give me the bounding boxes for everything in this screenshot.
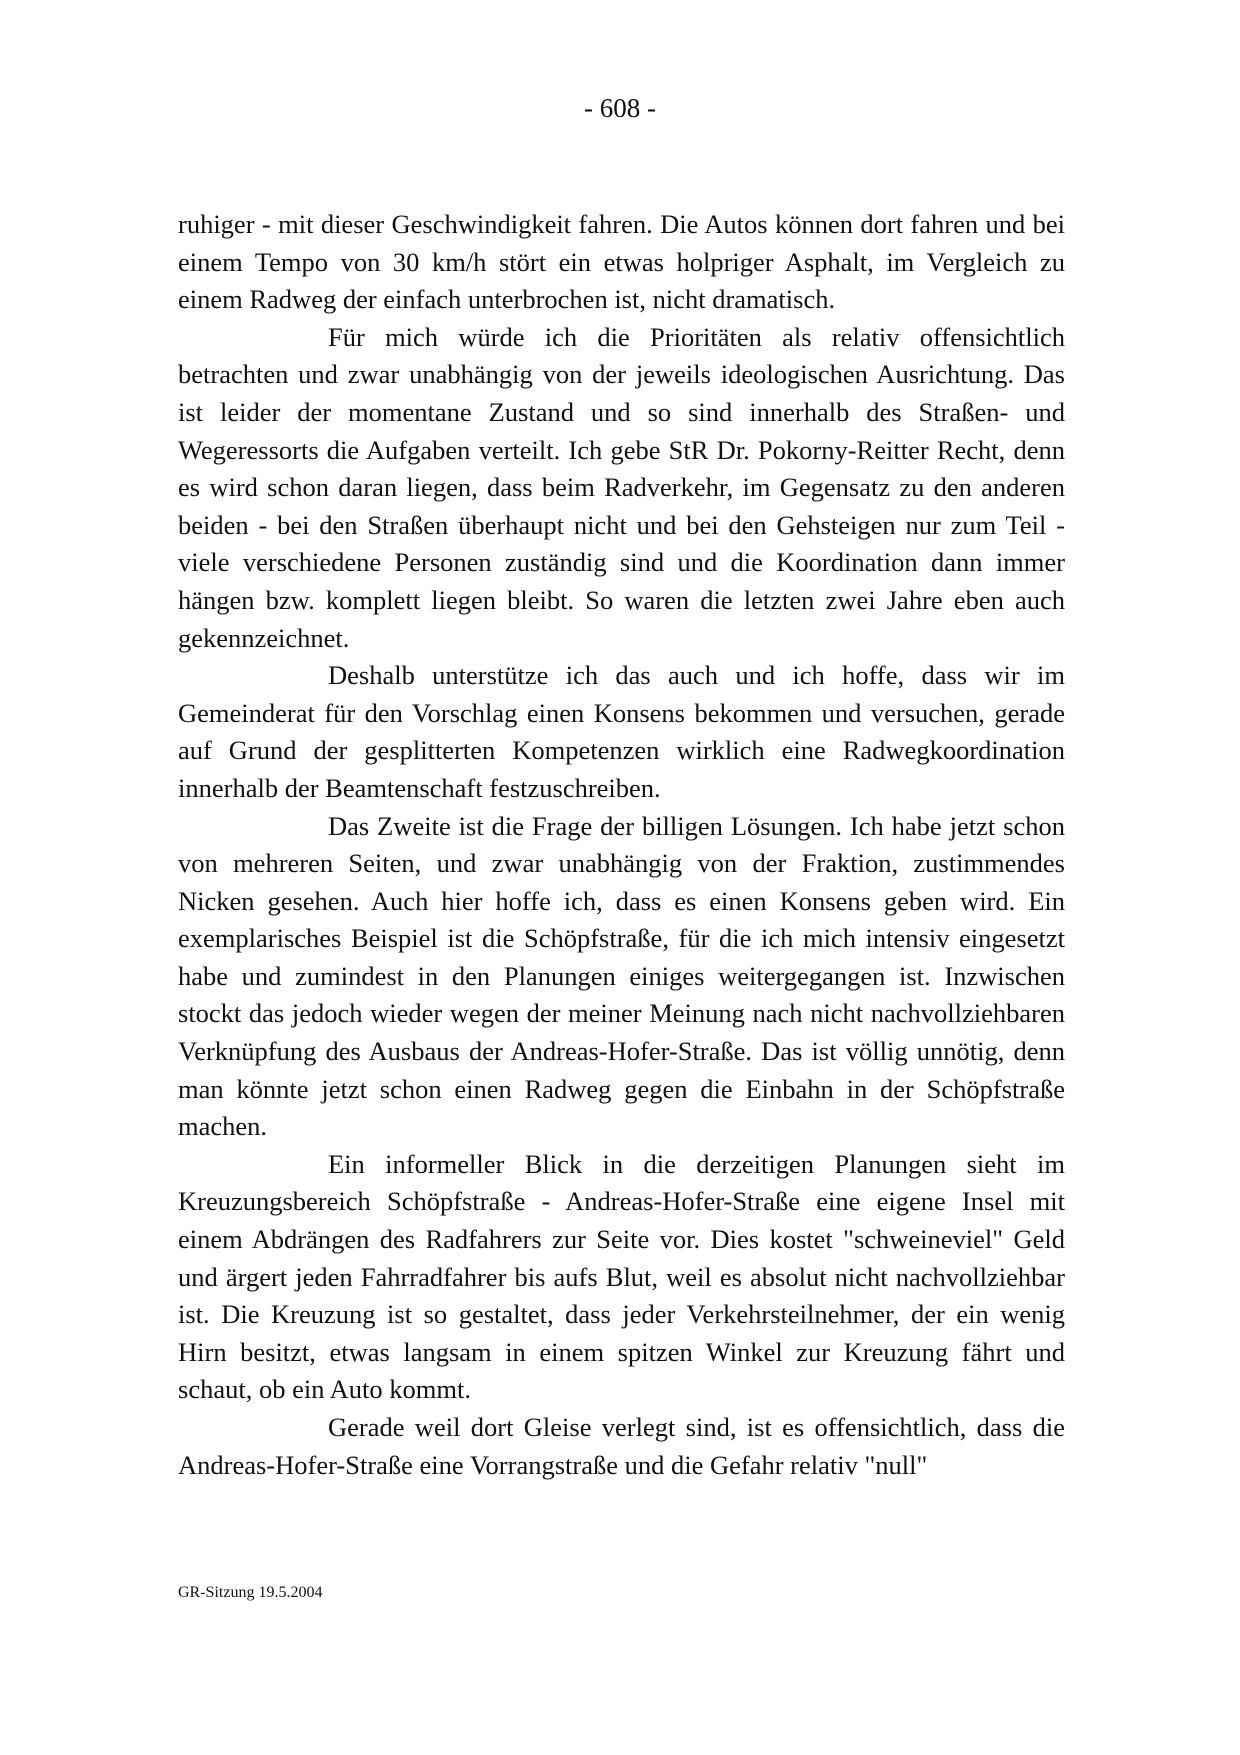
footer-session-date: GR-Sitzung 19.5.2004 (178, 1584, 323, 1601)
paragraph: ruhiger - mit dieser Geschwindigkeit fahren. Die Autos können dort fahren und bei einem Tempo von 30 km/h stört ein etwas holpriger Asphalt, im Vergleich zu einem Radweg der einfach unterbrochen ist, nicht dramatisch. (178, 209, 1065, 315)
paragraph: Gerade weil dort Gleise verlegt sind, ist es offensichtlich, dass die Andreas-Hofer-Straße eine Vorrangstraße und die Gefahr relativ "null" (178, 1412, 1065, 1480)
page-number: - 608 - (584, 93, 656, 123)
paragraph: Deshalb unterstütze ich das auch und ich hoffe, dass wir im Gemeinderat für den Vorschlag einen Konsens bekommen und versuchen, gerade auf Grund der gesplitterten Kompetenzen wirklich eine Radwegkoordination innerhalb der Beamtenschaft festzuschreiben. (178, 660, 1065, 803)
paragraph: Das Zweite ist die Frage der billigen Lösungen. Ich habe jetzt schon von mehreren Seiten, und zwar unabhängig von der Fraktion, zustimmendes Nicken gesehen. Auch hier hoffe ich, dass es einen Konsens geben wird. Ein exemplarisches Beispiel ist die Schöpfstraße, für die ich mich intensiv eingesetzt habe und zumindest in den Planungen einiges weitergegangen ist. Inzwischen stockt das jedoch wieder wegen der meiner Meinung nach nicht nachvollziehbaren Verknüpfung des Ausbaus der Andreas-Hofer-Straße. Das ist völlig unnötig, denn man könnte jetzt schon einen Radweg gegen die Einbahn in der Schöpfstraße machen. (178, 810, 1065, 1142)
document-body (178, 206, 1065, 1484)
paragraph: Ein informeller Blick in die derzeitigen Planungen sieht im Kreuzungsbereich Schöpfstraße - Andreas-Hofer-Straße eine eigene Insel mit einem Abdrängen des Radfahrers zur Seite vor. Dies kostet "schweineviel" Geld und ärgert jeden Fahrradfahrer bis aufs Blut, weil es absolut nicht nachvollziehbar ist. Die Kreuzung ist so gestaltet, dass jeder Verkehrsteilnehmer, der ein wenig Hirn besitzt, etwas langsam in einem spitzen Winkel zur Kreuzung fährt und schaut, ob ein Auto kommt. (178, 1148, 1065, 1405)
paragraph: Für mich würde ich die Prioritäten als relativ offensichtlich betrachten und zwar unabhängig von der jeweils ideologischen Ausrichtung. Das ist leider der momentane Zustand und so sind innerhalb des Straßen- und Wegeressorts die Aufgaben verteilt. Ich gebe StR Dr. Pokorny-Reitter Recht, denn es wird schon daran liegen, dass beim Radverkehr, im Gegensatz zu den anderen beiden - bei den Straßen überhaupt nicht und bei den Gehsteigen nur zum Teil - viele verschiedene Personen zuständig sind und die Koordination dann immer hängen bzw. komplett liegen bleibt. So waren die letzten zwei Jahre eben auch gekennzeichnet. (178, 321, 1065, 653)
